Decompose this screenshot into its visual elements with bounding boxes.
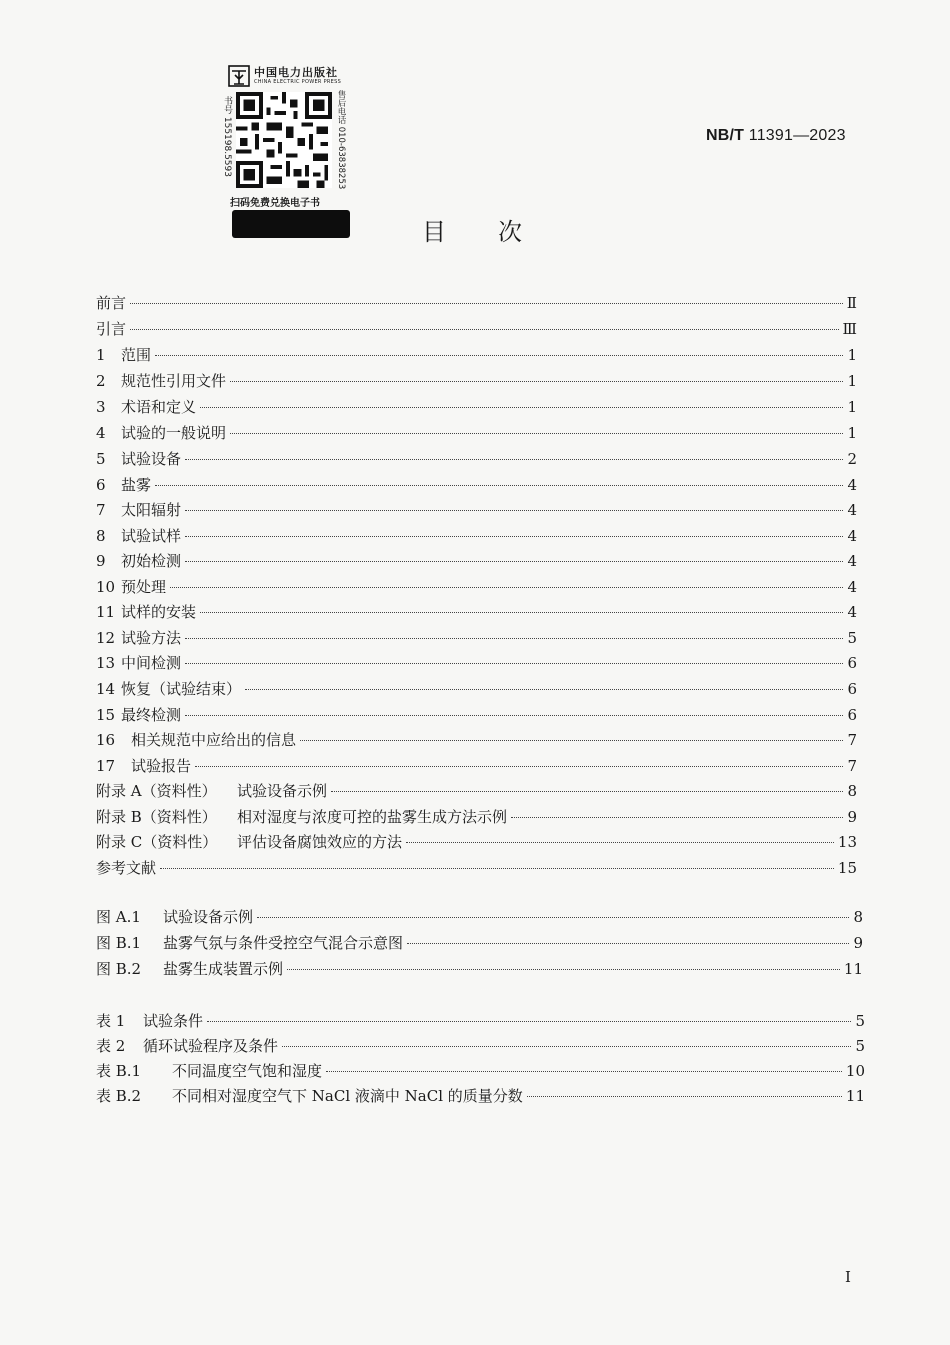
- toc-entry-page: 8: [847, 782, 857, 800]
- toc-entry-page: 11: [845, 1087, 865, 1105]
- toc-entry[interactable]: [96, 729, 857, 751]
- after-sales-hotline: 售后电话 010-63838253: [336, 90, 346, 190]
- toc-entry[interactable]: [96, 422, 857, 444]
- toc-entry[interactable]: [96, 525, 857, 547]
- toc-leader-dots: [155, 485, 843, 486]
- toc-entry-number: 图 B.1: [96, 934, 142, 952]
- toc-entry-page: 11: [843, 960, 863, 978]
- toc-leader-dots: [331, 791, 843, 792]
- toc-entry[interactable]: [96, 958, 863, 980]
- toc-entry-page: 1: [847, 424, 857, 442]
- toc-entry-title: 不同相对湿度空气下 NaCl 液滴中 NaCl 的质量分数: [172, 1087, 523, 1105]
- toc-entry-number: 11: [96, 603, 116, 621]
- toc-entry[interactable]: [96, 704, 857, 726]
- toc-leader-dots: [185, 561, 843, 562]
- toc-entry-number: 附录 C（资料性）: [96, 833, 218, 851]
- scan-instructions: 扫码免费兑换电子书: [230, 198, 320, 209]
- toc-entry[interactable]: [96, 780, 857, 802]
- toc-entry-title: 试验条件: [143, 1012, 204, 1030]
- toc-leader-dots: [155, 355, 843, 356]
- toc-leader-dots: [130, 303, 843, 304]
- redaction-box: [232, 210, 350, 238]
- toc-entry-page: 4: [847, 527, 857, 545]
- toc-entry-title: 初始检测: [121, 552, 182, 570]
- toc-entry-title: 太阳辐射: [121, 501, 182, 519]
- toc-leader-dots: [207, 1021, 851, 1022]
- toc-entry-title: 恢复（试验结束）: [121, 680, 242, 698]
- toc-leader-dots: [195, 766, 843, 767]
- toc-entry-title: 试验的一般说明: [121, 424, 227, 442]
- document-code-prefix: NB/T: [706, 127, 745, 144]
- toc-entry[interactable]: [96, 344, 857, 366]
- toc-entry-title: 引言: [96, 320, 127, 338]
- toc-entry-title: 预处理: [121, 578, 167, 596]
- toc-leader-dots: [170, 587, 843, 588]
- toc-entry-title: 盐雾气氛与条件受控空气混合示意图: [163, 934, 404, 952]
- toc-entry-page: Ⅱ: [846, 294, 857, 312]
- toc-leader-dots: [407, 943, 849, 944]
- toc-entry-number: 6: [96, 476, 106, 494]
- toc-entry-number: 附录 A（资料性）: [96, 782, 217, 800]
- toc-entry[interactable]: [96, 1060, 865, 1082]
- toc-leader-dots: [185, 715, 843, 716]
- toc-entry-page: Ⅲ: [842, 320, 857, 338]
- toc-entry[interactable]: [96, 474, 857, 496]
- publisher-logo-icon: [228, 65, 250, 87]
- toc-entry-title: 试验试样: [121, 527, 182, 545]
- toc-leader-dots: [287, 969, 840, 970]
- toc-entry-title: 试样的安装: [121, 603, 197, 621]
- toc-entry-title: 最终检测: [121, 706, 182, 724]
- toc-leader-dots: [230, 433, 843, 434]
- toc-entry-number: 附录 B（资料性）: [96, 808, 217, 826]
- toc-entry[interactable]: [96, 932, 863, 954]
- toc-leader-dots: [300, 740, 843, 741]
- toc-leader-dots: [200, 612, 843, 613]
- toc-entry-number: 5: [96, 450, 106, 468]
- toc-entry-title: 盐雾生成装置示例: [163, 960, 284, 978]
- toc-entry[interactable]: [96, 396, 857, 418]
- toc-entry-title: 循环试验程序及条件: [143, 1037, 279, 1055]
- toc-entry-title: 试验设备示例: [237, 782, 328, 800]
- book-number: 书号 155198.5593: [222, 96, 232, 177]
- toc-entry[interactable]: [96, 652, 857, 674]
- toc-entry-number: 表 B.2: [96, 1087, 142, 1105]
- toc-entry[interactable]: [96, 318, 857, 340]
- toc-entry-number: 15: [96, 706, 116, 724]
- toc-entry[interactable]: [96, 576, 857, 598]
- toc-entry-page: 4: [847, 476, 857, 494]
- toc-entry-page: 4: [847, 552, 857, 570]
- toc-entry-title: 中间检测: [121, 654, 182, 672]
- toc-entry-title: 术语和定义: [121, 398, 197, 416]
- toc-entry[interactable]: [96, 755, 857, 777]
- toc-entry[interactable]: [96, 370, 857, 392]
- toc-entry-title: 试验设备: [121, 450, 182, 468]
- toc-leader-dots: [230, 381, 843, 382]
- toc-entry-page: 10: [845, 1062, 865, 1080]
- toc-entry-page: 4: [847, 501, 857, 519]
- toc-entry-number: 1: [96, 346, 106, 364]
- toc-entry[interactable]: [96, 499, 857, 521]
- toc-entry-title: 相关规范中应给出的信息: [131, 731, 297, 749]
- toc-leader-dots: [185, 459, 843, 460]
- toc-entry[interactable]: [96, 906, 863, 928]
- toc-entry-number: 图 A.1: [96, 908, 141, 926]
- document-code-number: 11391—2023: [744, 127, 846, 144]
- toc-leader-dots: [282, 1046, 851, 1047]
- toc-entry-number: 14: [96, 680, 116, 698]
- document-code: [706, 127, 846, 145]
- toc-entry-number: 表 1: [96, 1012, 126, 1030]
- toc-leader-dots: [130, 329, 839, 330]
- toc-entry[interactable]: [96, 1085, 865, 1107]
- publisher-name: 中国电力出版社: [254, 66, 338, 79]
- toc-entry-page: 15: [837, 859, 857, 877]
- toc-entry-page: 1: [847, 398, 857, 416]
- toc-entry-number: 13: [96, 654, 116, 672]
- toc-entry-number: 7: [96, 501, 106, 519]
- toc-entry-title: 不同温度空气饱和湿度: [172, 1062, 323, 1080]
- toc-entry[interactable]: [96, 857, 857, 879]
- toc-entry-title: 评估设备腐蚀效应的方法: [237, 833, 403, 851]
- toc-entry-number: 表 2: [96, 1037, 126, 1055]
- toc-leader-dots: [326, 1071, 842, 1072]
- toc-leader-dots: [511, 817, 843, 818]
- toc-entry-number: 图 B.2: [96, 960, 142, 978]
- page-folio: I: [845, 1268, 851, 1286]
- toc-entry-page: 9: [853, 934, 863, 952]
- toc-entry[interactable]: [96, 1035, 865, 1057]
- qr-code[interactable]: [236, 92, 332, 188]
- toc-entry[interactable]: [96, 1010, 865, 1032]
- toc-entry[interactable]: [96, 292, 857, 314]
- toc-leader-dots: [185, 638, 843, 639]
- toc-leader-dots: [185, 663, 843, 664]
- toc-entry-number: 4: [96, 424, 106, 442]
- toc-entry-title: 参考文献: [96, 859, 157, 877]
- toc-leader-dots: [200, 407, 843, 408]
- toc-entry-page: 9: [847, 808, 857, 826]
- toc-entry-page: 8: [853, 908, 863, 926]
- toc-entry-title: 盐雾: [121, 476, 152, 494]
- toc-entry-page: 7: [847, 731, 857, 749]
- toc-entry-page: 6: [847, 706, 857, 724]
- toc-entry-title: 试验报告: [131, 757, 192, 775]
- toc-leader-dots: [160, 868, 834, 869]
- publisher-stamp: [218, 62, 348, 242]
- toc-entry-title: 范围: [121, 346, 152, 364]
- toc-entry-page: 1: [847, 346, 857, 364]
- toc-entry-title: 前言: [96, 294, 127, 312]
- toc-entry-number: 8: [96, 527, 106, 545]
- toc-entry-page: 6: [847, 680, 857, 698]
- toc-entry-number: 9: [96, 552, 106, 570]
- toc-entry-page: 1: [847, 372, 857, 390]
- toc-entry-page: 5: [855, 1012, 865, 1030]
- page-title: 目次: [422, 218, 574, 246]
- toc-entry-page: 5: [855, 1037, 865, 1055]
- toc-entry-page: 2: [847, 450, 857, 468]
- publisher-name-english: CHINA ELECTRIC POWER PRESS: [254, 79, 342, 85]
- toc-entry[interactable]: [96, 627, 857, 649]
- toc-entry-page: 6: [847, 654, 857, 672]
- toc-entry[interactable]: [96, 831, 857, 853]
- toc-entry-page: 13: [837, 833, 857, 851]
- toc-entry[interactable]: [96, 678, 857, 700]
- toc-entry-number: 17: [96, 757, 116, 775]
- toc-entry-title: 试验设备示例: [163, 908, 254, 926]
- toc-entry-page: 4: [847, 578, 857, 596]
- toc-entry-number: 12: [96, 629, 116, 647]
- toc-entry[interactable]: [96, 806, 857, 828]
- toc-entry-title: 相对湿度与浓度可控的盐雾生成方法示例: [237, 808, 508, 826]
- toc-leader-dots: [406, 842, 834, 843]
- toc-entry[interactable]: [96, 550, 857, 572]
- toc-entry[interactable]: [96, 601, 857, 623]
- toc-entry-page: 7: [847, 757, 857, 775]
- toc-entry-page: 5: [847, 629, 857, 647]
- toc-entry-number: 10: [96, 578, 116, 596]
- toc-leader-dots: [185, 536, 843, 537]
- toc-entry-number: 表 B.1: [96, 1062, 142, 1080]
- toc-leader-dots: [245, 689, 843, 690]
- toc-leader-dots: [185, 510, 843, 511]
- toc-entry[interactable]: [96, 448, 857, 470]
- toc-entry-number: 16: [96, 731, 116, 749]
- toc-entry-title: 试验方法: [121, 629, 182, 647]
- toc-entry-title: 规范性引用文件: [121, 372, 227, 390]
- toc-entry-number: 3: [96, 398, 106, 416]
- toc-leader-dots: [257, 917, 849, 918]
- toc-entry-page: 4: [847, 603, 857, 621]
- toc-entry-number: 2: [96, 372, 106, 390]
- toc-leader-dots: [527, 1096, 842, 1097]
